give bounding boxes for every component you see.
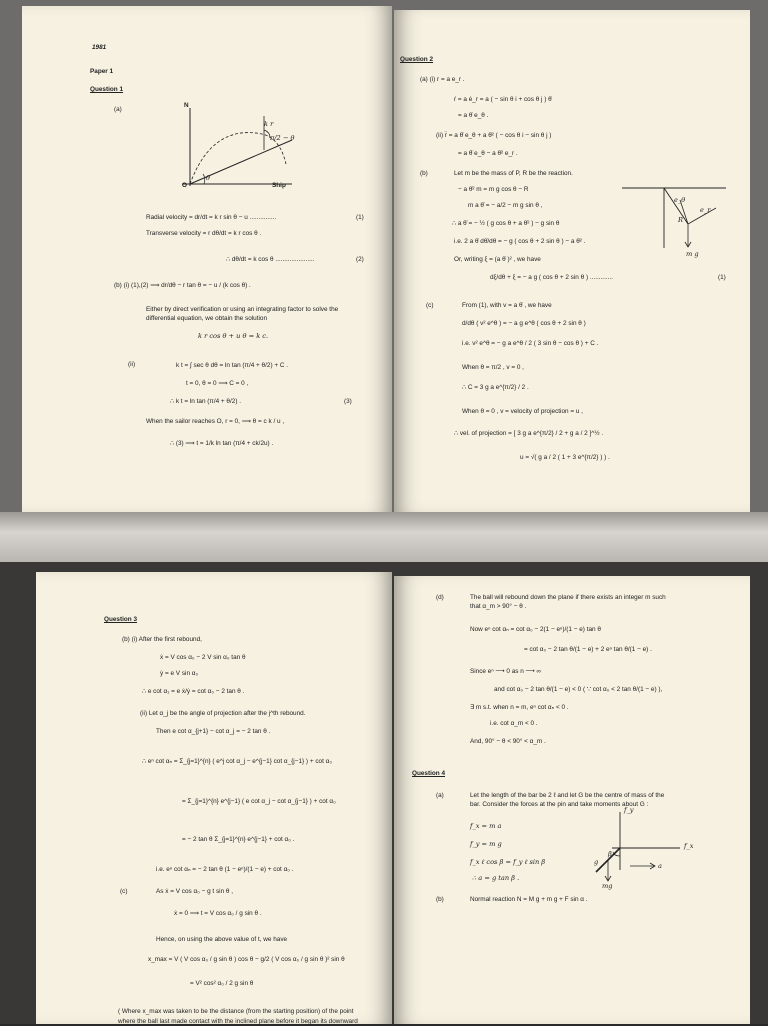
q2-line-10: i.e. 2 a θ̇ dθ̇/dθ = − g ( cos θ + 2 sin θ ) − a θ̇² . bbox=[454, 238, 586, 245]
diagram-R-label: R bbox=[678, 216, 683, 224]
top-spread bbox=[0, 0, 768, 512]
eq-dtheta: ∴ dθ/dt = k cos θ ...................... bbox=[226, 256, 315, 263]
diagram-beta-label: β bbox=[608, 850, 612, 858]
eq-num-2: (2) bbox=[356, 256, 364, 263]
part-ii-label: (ii) bbox=[128, 361, 136, 368]
q2-line-7: − a θ̇² m = m g cos θ − R bbox=[458, 186, 529, 193]
eq-kt-integral: k t = ∫ sec θ dθ = ln tan (π/4 + θ/2) + C . bbox=[176, 362, 289, 369]
diagram-g-label: g bbox=[594, 858, 599, 866]
q2-line-21: u = √( g a / 2 ( 1 + 3 e^{π/2} ) ) . bbox=[520, 454, 610, 461]
q3-line-6: ∴ eⁿ cot αₙ = Σ_{j=1}^{n} ( e^j cot α_j − e^{j−1} cot α_{j−1} ) + cot α₀ bbox=[142, 758, 332, 765]
q3-line-17: where the ball last made contact with the inclined plane before it began its downward bbox=[118, 1018, 358, 1025]
q3-line-5: Then e cot α_{j+1} − cot α_j = − 2 tan θ . bbox=[156, 728, 271, 735]
north-label: N bbox=[184, 102, 189, 109]
q4-line-15: f_x ℓ cos β = f_y ℓ sin β bbox=[470, 858, 546, 866]
q4-part-a: (a) bbox=[436, 792, 444, 799]
eq-radial-velocity: Radial velocity = dr/dt = k r sin θ − u ............... bbox=[146, 214, 277, 221]
q3-line-9: i.e. eⁿ cot αₙ = − 2 tan θ (1 − eⁿ)/(1 − e) + cot α₀ . bbox=[156, 866, 294, 873]
q2-line-9: ∴ a θ̈ = − ½ ( g cos θ + a θ̇² ) − g sin θ bbox=[452, 220, 560, 227]
q3-part-d: (d) bbox=[436, 594, 444, 601]
q4-line-13: f_x = m a bbox=[470, 822, 502, 830]
q4-line-16: ∴ a = g tan β . bbox=[472, 874, 520, 882]
q3d-line-1: The ball will rebound down the plane if there exists an integer m such bbox=[470, 594, 666, 601]
eq-num-1: (1) bbox=[356, 214, 364, 221]
q3-line-12: ẋ = 0 ⟹ t = V cos α₀ / g sin θ . bbox=[174, 910, 262, 917]
q2-line-18: ∴ C = 3 g a e^{π/2} / 2 . bbox=[462, 384, 529, 391]
year-heading: 1981 bbox=[92, 44, 107, 51]
q3-line-15: = V² cos² α₀ / 2 g sin θ bbox=[190, 980, 254, 987]
eq-solution: k r cos θ + u θ = k c. bbox=[198, 332, 269, 340]
q4-line-14: f_y = m g bbox=[470, 840, 502, 848]
q2-line-6: Let m be the mass of P, R be the reaction. bbox=[454, 170, 573, 177]
q4-line-12: bar. Consider the forces at the pin and take moments about G : bbox=[470, 801, 649, 808]
page-90 bbox=[22, 6, 392, 512]
q3-line-4: (ii) Let α_j be the angle of projection after the j^th rebound. bbox=[140, 710, 306, 717]
question-4-heading: Question 4 bbox=[412, 770, 446, 777]
q3d-line-5: Since eⁿ ⟶ 0 as n ⟶ ∞ bbox=[470, 668, 542, 675]
bar-forces-diagram bbox=[584, 808, 694, 888]
diagram-a-label: a bbox=[658, 862, 662, 870]
eq-kt-ln: ∴ k t = ln tan (π/4 + θ/2) . bbox=[170, 398, 241, 405]
q3-line-11: As ẋ = V cos α₀ − g t sin θ , bbox=[156, 888, 234, 895]
eq-b-i: (b) (i) (1),(2) ⟹ dr/dθ − r tan θ = − u / (k cos θ) . bbox=[114, 282, 251, 289]
q2-line-3: (ii) r̈ = a θ̈ e_θ + a θ̇² ( − cos θ i − sin θ j ) bbox=[436, 132, 552, 139]
diagram-er-label: e_r bbox=[700, 206, 711, 214]
spread-separator bbox=[0, 512, 768, 562]
q2-line-11: Or, writing ξ = (a θ̇ )² , we have bbox=[454, 256, 541, 263]
text-differential: differential equation, we obtain the solution bbox=[146, 315, 268, 322]
q2-line-20: ∴ vel. of projection = [ 3 g a e^{π/2} / 2 + g a / 2 ]^½ . bbox=[454, 430, 604, 437]
q3-line-16: ( Where x_max was taken to be the distance (from the starting position) of the point bbox=[118, 1008, 354, 1015]
diagram-etheta-label: e_θ bbox=[674, 196, 686, 204]
q2-line-15: d/dθ ( v² e^θ ) = − a g e^θ ( cos θ + 2 sin θ ) bbox=[462, 320, 586, 327]
part-a-label: (a) bbox=[114, 106, 122, 113]
eq-t-final: ∴ (3) ⟹ t = 1/k ln tan (π/4 + ck/2u) . bbox=[170, 440, 274, 447]
q4-line-11: Let the length of the bar be 2 ℓ and let G be the centre of mass of the bbox=[470, 792, 665, 799]
eq-transverse-velocity: Transverse velocity = r dθ/dt = k r cos θ . bbox=[146, 230, 262, 237]
q2-line-2: = a θ̇ e_θ . bbox=[458, 112, 489, 119]
diagram-fy-label: f_y bbox=[624, 806, 634, 814]
q3d-line-9: And, 90° − θ < 90° < α_m . bbox=[470, 738, 546, 745]
angle-label: π/2 − θ bbox=[270, 134, 295, 142]
diagram-fx-label: f_x bbox=[684, 842, 694, 850]
q2-line-8: m a θ̈ = − a/2 − m g sin θ , bbox=[468, 202, 543, 209]
q4-part-b: (b) bbox=[436, 896, 444, 903]
bottom-spread bbox=[0, 562, 768, 1024]
origin-label: O bbox=[182, 182, 187, 189]
q2-part-c: (c) bbox=[426, 302, 434, 309]
theta-label: θ bbox=[206, 174, 210, 182]
question-3-heading: Question 3 bbox=[104, 616, 138, 623]
page-91 bbox=[394, 10, 750, 512]
q3-part-c: (c) bbox=[120, 888, 128, 895]
page-93 bbox=[394, 576, 750, 1024]
q3-line-14: x_max = V ( V cos α₀ / g sin θ ) cos θ − g/2 ( V cos α₀ / g sin θ )² sin θ bbox=[148, 956, 345, 963]
q3-line-2: ẏ = e V sin α₀ bbox=[160, 670, 199, 677]
q2-line-12: dξ/dθ + ξ = − a g ( cos θ + 2 sin θ ) ............. bbox=[490, 274, 613, 281]
q2-line-17: When θ = π/2 , v = 0 , bbox=[462, 364, 524, 371]
q3d-line-4: = cot α₀ − 2 tan θ/(1 − e) + 2 eⁿ tan θ/(1 − e) . bbox=[524, 646, 652, 653]
q3d-line-6: and cot α₀ − 2 tan θ/(1 − e) < 0 ( ∵ cot α₀ < 2 tan θ/(1 − e) ), bbox=[494, 686, 663, 693]
q3d-line-2: that α_m > 90° − θ . bbox=[470, 603, 527, 610]
q2-part-b: (b) bbox=[420, 170, 428, 177]
q2-line-0: (a) (i) r = a e_r . bbox=[420, 76, 465, 83]
q2-line-19: When θ = 0 , v = velocity of projection = u , bbox=[462, 408, 583, 415]
reaction-diagram bbox=[622, 180, 732, 260]
q3-line-3: ∴ e cot α₁ = e ẋ/ẏ = cot α₀ − 2 tan θ . bbox=[142, 688, 245, 695]
q3-line-7: = Σ_{j=1}^{n} e^{j−1} ( e cot α_j − cot α_{j−1} ) + cot α₀ bbox=[182, 798, 336, 805]
diagram-mg-label: m g bbox=[686, 250, 699, 258]
kr-label: k r bbox=[264, 120, 274, 128]
q2-line-16: i.e. v² e^θ = − g a e^θ / 2 ( 3 sin θ − cos θ ) + C . bbox=[462, 340, 599, 347]
q3-line-8: = − 2 tan θ Σ_{j=1}^{n} e^{j−1} + cot α₀ . bbox=[182, 836, 295, 843]
q2-line-14: From (1), with v = a θ̇ , we have bbox=[462, 302, 552, 309]
q3d-line-3: Now eⁿ cot αₙ = cot α₀ − 2(1 − eⁿ)/(1 − e) tan θ bbox=[470, 626, 601, 633]
q4-line-18: Normal reaction N = M g + m g + F sin α . bbox=[470, 896, 588, 903]
q2-line-1: ṙ = a ė_r = a ( − sin θ i + cos θ j ) θ̇ bbox=[454, 96, 552, 103]
question-1-heading: Question 1 bbox=[90, 86, 124, 93]
question-2-heading: Question 2 bbox=[400, 56, 434, 63]
eq-t-zero: t = 0, θ = 0 ⟹ C = 0 , bbox=[186, 380, 249, 387]
paper-heading: Paper 1 bbox=[90, 68, 114, 75]
page-92 bbox=[36, 572, 392, 1024]
diagram-mg-label-2: mg bbox=[602, 882, 613, 890]
text-sailor: When the sailor reaches O, r = 0, ⟹ θ = c k / u , bbox=[146, 418, 285, 425]
q2-eq-num-1: (1) bbox=[718, 274, 726, 281]
q2-line-4: = a θ̈ e_θ − a θ̇² e_r . bbox=[458, 150, 518, 157]
q3d-line-7: ∃ m s.t. when n = m, eⁿ cot αₙ < 0 . bbox=[470, 704, 569, 711]
text-either: Either by direct verification or using an integrating factor to solve the bbox=[146, 306, 339, 313]
q3d-line-8: i.e. cot α_m < 0 . bbox=[490, 720, 538, 727]
q3-line-13: Hence, on using the above value of t, we have bbox=[156, 936, 288, 943]
q3-line-0: (b) (i) After the first rebound, bbox=[122, 636, 202, 643]
ship-label: Ship bbox=[272, 182, 286, 189]
q3-line-1: ẋ = V cos α₀ − 2 V sin α₀ tan θ bbox=[160, 654, 246, 661]
eq-num-3: (3) bbox=[344, 398, 352, 405]
